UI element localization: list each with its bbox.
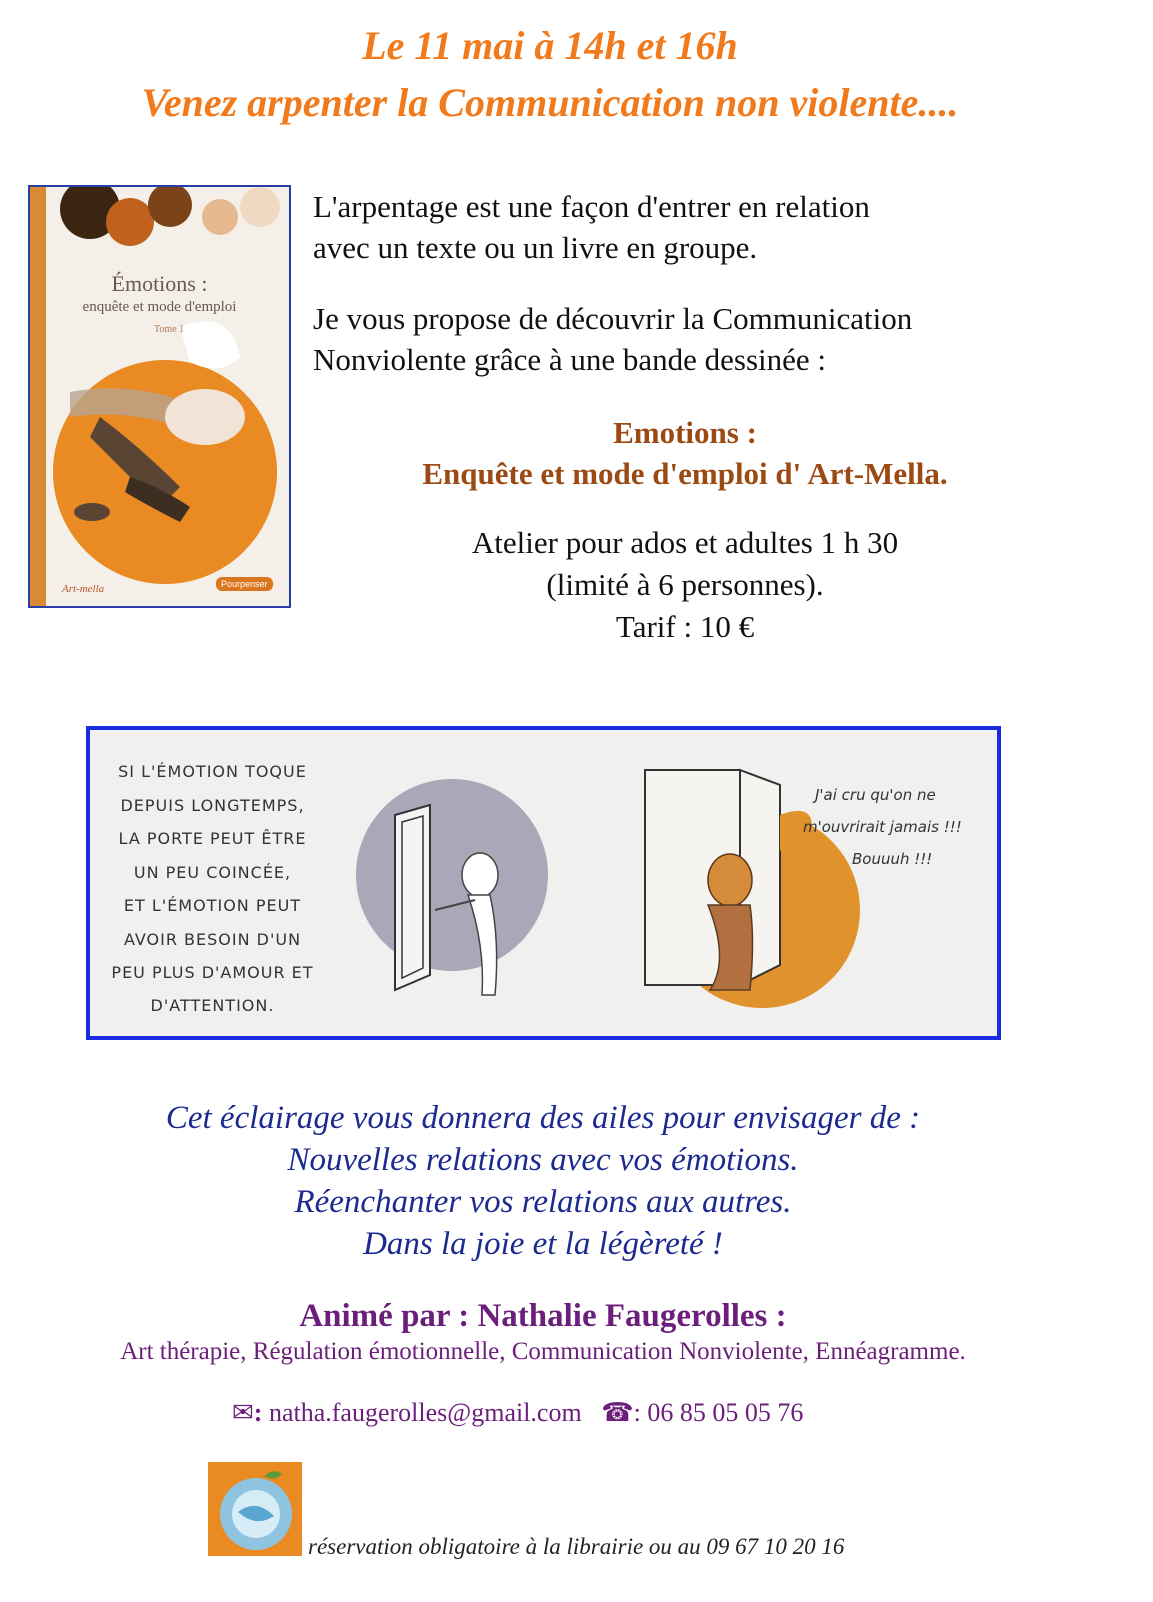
event-date-title: Le 11 mai à 14h et 16h (362, 23, 738, 68)
book-cover-image (28, 185, 291, 608)
comic-speech-2: m'ouvrirait jamais !!! (803, 818, 962, 836)
comic-caption-6: AVOIR BESOIN D'UN (123, 930, 302, 949)
intro-p1-line2: avec un texte ou un livre en groupe. (313, 230, 758, 265)
message-line-4: Dans la joie et la légèreté ! (363, 1226, 723, 1262)
mail-icon: ✉ (232, 1398, 254, 1427)
book-subtitle: Enquête et mode d'emploi d' Art-Mella. (422, 456, 948, 491)
cover-author: Art-mella (62, 583, 105, 595)
message-line-1: Cet éclairage vous donnera des ailes pour envisager de : (165, 1100, 921, 1136)
logo-art (208, 1462, 302, 1556)
phone-icon: ☎ (601, 1398, 634, 1427)
phone-prefix: : (633, 1398, 648, 1427)
intro-paragraph-2 (313, 298, 1113, 380)
intro-p1-line1: L'arpentage est une façon d'entrer en relation (313, 189, 870, 224)
bookstore-logo (208, 1462, 302, 1556)
cover-tome: Tome 1 (154, 324, 185, 335)
comic-speech-3: Bouuuh !!! (852, 850, 933, 868)
comic-caption-8: D'ATTENTION. (150, 996, 275, 1015)
workshop-audience: Atelier pour ados et adultes 1 h 30 (471, 525, 899, 560)
comic-caption-7: PEU PLUS D'AMOUR ET (111, 963, 314, 982)
comic-caption-3: LA PORTE PEUT ÊTRE (118, 829, 307, 848)
intro-p2-line1: Je vous propose de découvrir la Communication (313, 301, 913, 336)
email-link[interactable]: natha.faugerolles@gmail.com (268, 1398, 582, 1427)
host-skills: Art thérapie, Régulation émotionnelle, Communication Nonviolente, Ennéagramme. (120, 1338, 966, 1365)
intro-p2-line2: Nonviolente grâce à une bande dessinée : (313, 342, 827, 377)
comic-speech-1: J'ai cru qu'on ne (815, 786, 936, 804)
cover-subtitle: enquête et mode d'emploi (82, 299, 237, 315)
workshop-capacity: (limité à 6 personnes). (546, 567, 824, 602)
book-title: Emotions : (613, 415, 757, 450)
cover-publisher: Pourpenser (216, 577, 273, 591)
comic-caption-5: ET L'ÉMOTION PEUT (123, 896, 302, 915)
cover-title: Émotions : (111, 271, 208, 296)
comic-caption-2: DEPUIS LONGTEMPS, (120, 796, 305, 815)
comic-caption-4: UN PEU COINCÉE, (133, 863, 292, 882)
event-headline: Venez arpenter la Communication non violente.... (141, 80, 959, 125)
message-line-3: Réenchanter vos relations aux autres. (294, 1184, 792, 1220)
message-line-2: Nouvelles relations avec vos émotions. (287, 1142, 799, 1178)
email-prefix: : (253, 1398, 269, 1427)
comic-strip-image (86, 726, 1001, 1040)
intro-paragraph-1 (313, 186, 1113, 268)
comic-caption-1: SI L'ÉMOTION TOQUE (118, 762, 307, 781)
phone-number[interactable]: 06 85 05 05 76 (647, 1398, 804, 1427)
reservation-note: réservation obligatoire à la librairie ou au 09 67 10 20 16 (308, 1534, 845, 1559)
book-cover-art (30, 187, 291, 608)
workshop-price: Tarif : 10 € (615, 609, 755, 644)
host-title: Animé par : Nathalie Faugerolles : (299, 1298, 787, 1334)
contact-line (232, 1398, 803, 1428)
